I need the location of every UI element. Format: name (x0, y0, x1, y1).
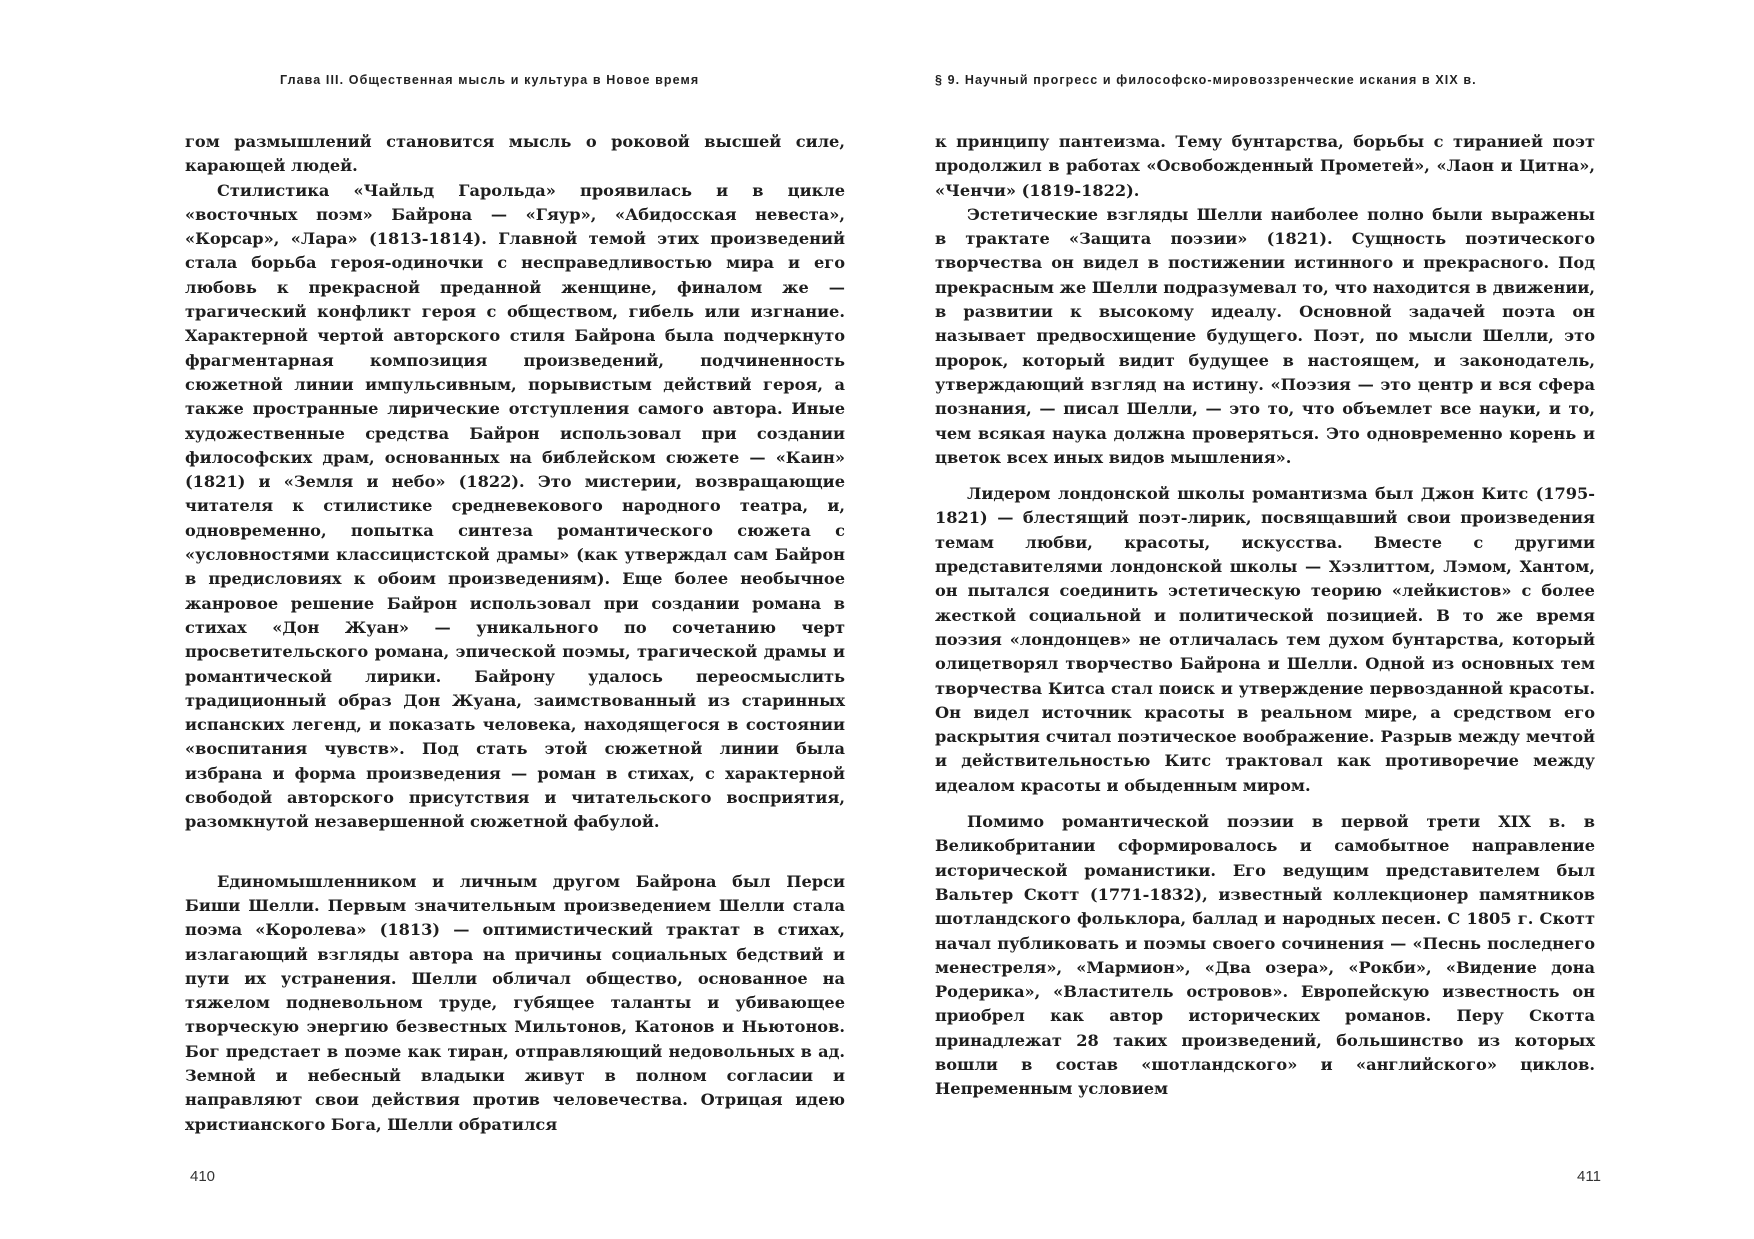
paragraph: Единомышленником и личным другом Байрона был Перси Биши Шелли. Первым значительным произведением Шелли стала поэма «Королева» (1813) — оптимистический трактат в стихах, излагающий взгляды автора на причины социальных бедствий и пути их устранения. Шелли обличал общество, основанное на тяжелом подневольном труде, губящее таланты и убивающее творческую энергию безвестных Мильтонов, Катонов и Ньютонов. Бог предстает в поэме как тиран, отправляющий недовольных в ад. Земной и небесный владыки живут в полном согласии и направляют свои действия против человечества. Отрицая идею христианского Бога, Шелли обратился (185, 871, 845, 1134)
body-text (935, 130, 1595, 1102)
paragraph: гом размышлений становится мысль о роковой высшей силе, карающей людей. (185, 132, 845, 176)
paragraph: Стилистика «Чайльд Гарольда» проявилась и в цикле «восточных поэм» Байрона — «Гяур», «Абидосская невеста», «Корсар», «Лара» (1813-1814). Главной темой этих произведений стала борьба героя-одиночки с несправедливостью мира и его любовь к прекрасной преданной женщине, финалом же — трагический конфликт героя с обществом, гибель или изгнание. Характерной чертой авторского стиля Байрона была подчеркнуто фрагментарная композиция произведений, подчиненность сюжетной линии импульсивным, порывистым действий героя, а также пространные лирические отступления самого автора. Иные художественные средства Байрон использовал при создании философских драм, основанных на библейском сюжете — «Каин» (1821) и «Земля и небо» (1822). Это мистерии, возвращающие читателя к стилистике средневекового народного театра, и, одновременно, попытка синтеза романтического сюжета с «условностями классицистской драмы» (как утверждал сам Байрон в предисловиях к обоим произведениям). Еще более необычное жанровое решение Байрон использовал при создании романа в стихах «Дон Жуан» — уникального по сочетанию черт просветительского романа, эпической поэмы, трагической драмы и романтической лирики. Байрону удалось переосмыслить традиционный образ Дон Жуана, заимствованный из старинных испанских легенд, и показать человека, находящегося в состоянии «воспитания чувств». Под стать этой сюжетной линии была избрана и форма произведения — роман в стихах, с характерной свободой авторского присутствия и читательского восприятия, разомкнутой незавершенной сюжетной фабулой. (185, 180, 845, 832)
paragraph: Лидером лондонской школы романтизма был Джон Китс (1795-1821) — блестящий поэт-лирик, посвящавший свои произведения темам любви, красоты, искусства. Вместе с другими представителями лондонской школы — Хэзлиттом, Лэмом, Хантом, он пытался соединить эстетическую теорию «лейкистов» с более жесткой социальной и политической позицией. В то же время поэзия «лондонцев» не отличалась тем духом бунтарства, который олицетворял творчество Байрона и Шелли. Одной из основных тем творчества Китса стал поиск и утверждение первозданной красоты. Он видел источник красоты в реальном мире, а средством его раскрытия считал поэтическое воображение. Разрыв между мечтой и действительностью Китс трактовал как противоречие между идеалом красоты и обыденным миром. (935, 484, 1595, 795)
running-head: Глава III. Общественная мысль и культура в Новое время (280, 73, 700, 87)
paragraph: Помимо романтической поэзии в первой трети XIX в. в Великобритании сформировалось и самобытное направление исторической романистики. Его ведущим представителем был Вальтер Скотт (1771-1832), известный коллекционер памятников шотландского фольклора, баллад и народных песен. С 1805 г. Скотт начал публиковать и поэмы своего сочинения — «Песнь последнего менестреля», «Мармион», «Два озера», «Рокби», «Видение дона Родерика», «Властитель островов». Европейскую известность он приобрел как автор исторических романов. Перу Скотта принадлежат 28 таких произведений, большинство из которых вошли в состав «шотландского» и «английского» циклов. Непременным условием (935, 812, 1595, 1099)
right-page (877, 0, 1754, 1239)
body-text (185, 130, 845, 1137)
running-head: § 9. Научный прогресс и философско-мировоззренческие искания в XIX в. (935, 73, 1477, 87)
page-number: 410 (190, 1168, 216, 1185)
page-number: 411 (1577, 1168, 1601, 1185)
paragraph: к принципу пантеизма. Тему бунтарства, борьбы с тиранией поэт продолжил в работах «Освобожденный Прометей», «Лаон и Цитна», «Ченчи» (1819-1822). (935, 132, 1595, 200)
paragraph: Эстетические взгляды Шелли наиболее полно были выражены в трактате «Защита поэзии» (1821). Сущность поэтического творчества он видел в постижении истинного и прекрасного. Под прекрасным же Шелли подразумевал то, что находится в движении, в развитии к высокому идеалу. Основной задачей поэта он называет предвосхищение будущего. Поэт, по мысли Шелли, это пророк, который видит будущее в настоящем, и законодатель, утверждающий взгляд на истину. «Поэзия — это центр и вся сфера познания, — писал Шелли, — это то, что объемлет все науки, и то, чем всякая наука должна проверяться. Это одновременно корень и цветок всех иных видов мышления». (935, 204, 1595, 467)
